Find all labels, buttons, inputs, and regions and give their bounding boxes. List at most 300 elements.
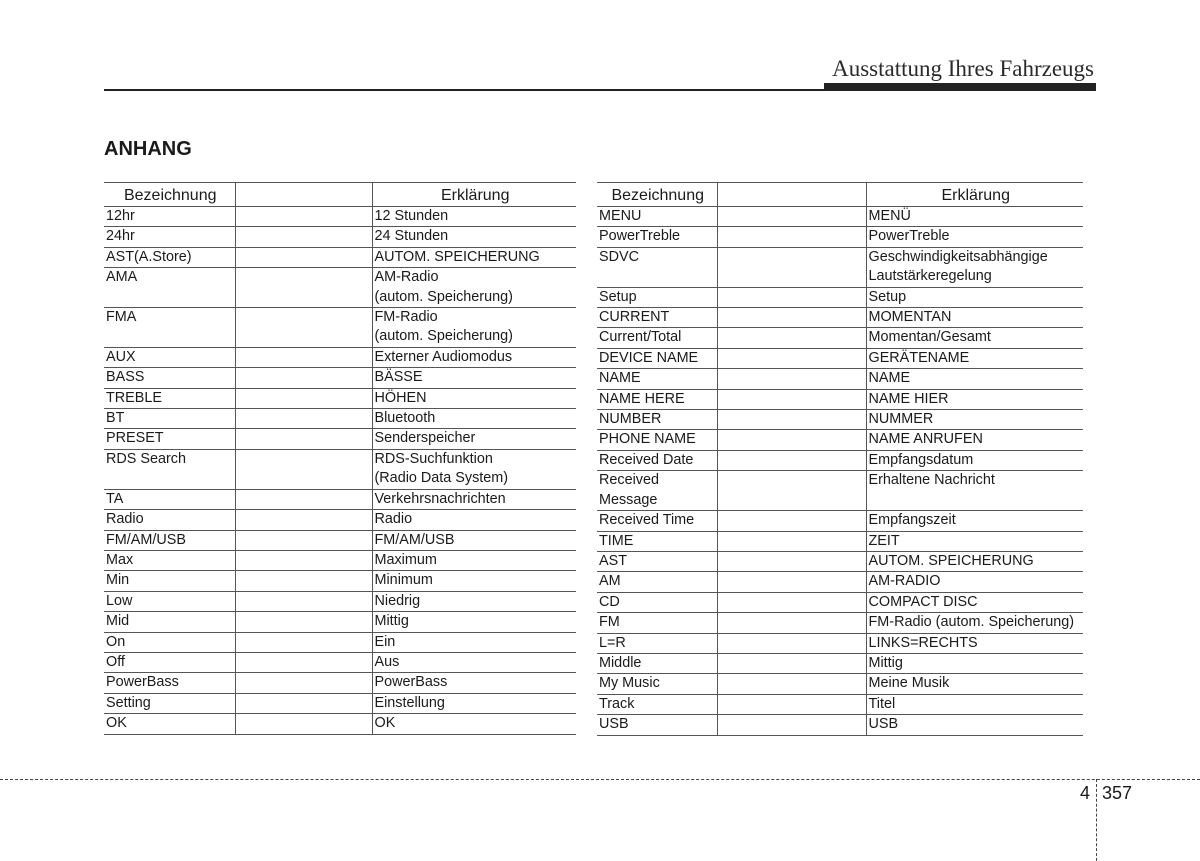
spacer-cell xyxy=(235,347,372,367)
term-cell xyxy=(597,430,717,450)
explanation-cell-text: OK xyxy=(374,715,396,732)
table-row xyxy=(597,613,1083,633)
term-cell-text: AUX xyxy=(106,348,136,365)
term-cell xyxy=(104,652,235,672)
term-cell-text: CD xyxy=(599,593,620,610)
term-cell xyxy=(104,429,235,449)
explanation-cell-text: Radio xyxy=(374,511,413,528)
term-cell-text: L=R xyxy=(599,634,626,651)
explanation-cell xyxy=(866,694,1083,714)
term-cell xyxy=(597,653,717,673)
term-cell-text: BASS xyxy=(106,369,145,386)
spacer-cell xyxy=(717,389,866,409)
table-row xyxy=(597,227,1083,247)
term-cell-text: Middle xyxy=(599,654,642,671)
term-cell xyxy=(597,410,717,430)
explanation-cell-text: RDS-Suchfunktion (Radio Data System) xyxy=(374,450,509,487)
explanation-cell xyxy=(372,268,576,308)
term-cell xyxy=(597,227,717,247)
term-cell-text: Min xyxy=(106,572,130,589)
explanation-cell-text: GERÄTENAME xyxy=(868,349,970,366)
explanation-cell-text: Maximum xyxy=(374,551,437,568)
term-cell-text: DEVICE NAME xyxy=(599,349,699,366)
explanation-cell-text: FM/AM/USB xyxy=(374,531,455,548)
explanation-cell-text: PowerTreble xyxy=(868,228,950,245)
table-body-right xyxy=(597,207,1083,736)
table-row xyxy=(104,429,576,449)
term-cell-text: CURRENT xyxy=(599,309,670,326)
table-row xyxy=(597,531,1083,551)
explanation-cell xyxy=(372,632,576,652)
table-row xyxy=(104,571,576,591)
term-cell-text: PowerBass xyxy=(106,674,179,691)
page-number: 357 xyxy=(1102,783,1133,803)
spacer-cell xyxy=(717,308,866,328)
section-title: ANHANG xyxy=(104,138,192,160)
spacer-cell xyxy=(235,368,372,388)
explanation-cell-text: AUTOM. SPEICHERUNG xyxy=(374,248,540,265)
table-row xyxy=(104,388,576,408)
explanation-cell-text: USB xyxy=(868,716,899,733)
explanation-cell-text: 24 Stunden xyxy=(374,228,449,245)
explanation-cell-text: AM-RADIO xyxy=(868,573,941,590)
table-row xyxy=(104,550,576,570)
explanation-cell-text: Meine Musik xyxy=(868,675,950,692)
explanation-cell-text: BÄSSE xyxy=(374,369,423,386)
explanation-cell xyxy=(372,510,576,530)
term-cell-text: SDVC xyxy=(599,248,639,265)
table-row xyxy=(104,409,576,429)
explanation-cell-text: NUMMER xyxy=(868,411,934,428)
spacer-cell xyxy=(717,328,866,348)
spacer-cell xyxy=(235,247,372,267)
explanation-cell xyxy=(866,633,1083,653)
term-cell-text: Track xyxy=(599,695,635,712)
spacer-cell xyxy=(717,551,866,571)
table-body-left xyxy=(104,207,576,735)
spacer-cell xyxy=(235,714,372,734)
explanation-cell-text: Einstellung xyxy=(374,694,445,711)
explanation-cell-text: Bluetooth xyxy=(374,410,436,427)
explanation-cell-text: Momentan/Gesamt xyxy=(868,329,991,346)
table-row xyxy=(597,653,1083,673)
term-cell-text: RDS Search xyxy=(106,450,186,467)
term-cell xyxy=(104,510,235,530)
term-cell xyxy=(597,450,717,470)
term-cell xyxy=(597,674,717,694)
term-cell-text: Radio xyxy=(106,511,144,528)
spacer-cell xyxy=(717,369,866,389)
explanation-cell-text: Empfangszeit xyxy=(868,512,956,529)
spacer-cell xyxy=(235,612,372,632)
table-row xyxy=(597,511,1083,531)
term-cell xyxy=(104,550,235,570)
table-row xyxy=(104,510,576,530)
spacer-cell xyxy=(717,674,866,694)
term-cell xyxy=(597,207,717,227)
spacer-cell xyxy=(717,287,866,307)
glossary-table-right xyxy=(597,182,1083,736)
spacer-cell xyxy=(235,591,372,611)
spacer-cell xyxy=(235,510,372,530)
term-cell xyxy=(104,368,235,388)
explanation-cell xyxy=(372,409,576,429)
table-row xyxy=(597,551,1083,571)
table-row xyxy=(597,694,1083,714)
spacer-cell xyxy=(235,673,372,693)
explanation-cell-text: ZEIT xyxy=(868,532,900,549)
table-row xyxy=(104,612,576,632)
explanation-cell xyxy=(372,693,576,713)
term-cell-text: Off xyxy=(106,653,125,670)
term-cell-text: Setup xyxy=(599,288,637,305)
footer-dashed-rule xyxy=(0,779,1200,780)
explanation-cell xyxy=(372,571,576,591)
footer-dashed-divider xyxy=(1096,779,1097,861)
term-cell xyxy=(597,551,717,571)
explanation-cell xyxy=(372,207,576,227)
table-row xyxy=(597,471,1083,511)
term-cell-text: PRESET xyxy=(106,430,164,447)
explanation-cell-text: MOMENTAN xyxy=(868,309,952,326)
term-cell-text: PHONE NAME xyxy=(599,431,696,448)
table-row xyxy=(104,489,576,509)
table-row xyxy=(597,430,1083,450)
term-cell-text: 12hr xyxy=(106,208,135,224)
term-cell-text: Received Message xyxy=(599,472,659,508)
explanation-cell xyxy=(372,489,576,509)
running-header-title: Ausstattung Ihres Fahrzeugs xyxy=(832,56,1094,81)
term-cell xyxy=(597,348,717,368)
term-cell xyxy=(597,633,717,653)
term-cell xyxy=(597,287,717,307)
table-row xyxy=(597,674,1083,694)
explanation-cell-text: Empfangsdatum xyxy=(868,451,974,468)
column-header-spacer xyxy=(717,183,866,207)
explanation-cell-text: COMPACT DISC xyxy=(868,593,978,610)
term-cell xyxy=(597,572,717,592)
spacer-cell xyxy=(717,207,866,227)
term-cell-text: Received Date xyxy=(599,451,694,468)
explanation-cell xyxy=(866,430,1083,450)
term-cell-text: Max xyxy=(106,551,134,568)
explanation-cell xyxy=(866,613,1083,633)
table-row xyxy=(597,247,1083,287)
explanation-cell xyxy=(866,410,1083,430)
explanation-cell-text: Externer Audiomodus xyxy=(374,348,513,365)
term-cell-text: 24hr xyxy=(106,228,135,245)
table-row xyxy=(597,287,1083,307)
explanation-cell-text: Titel xyxy=(868,695,896,712)
term-cell xyxy=(104,632,235,652)
term-cell xyxy=(104,227,235,247)
explanation-cell xyxy=(866,511,1083,531)
explanation-cell-text: PowerBass xyxy=(374,674,448,691)
table-row xyxy=(104,308,576,348)
term-cell xyxy=(597,247,717,287)
table-row xyxy=(104,227,576,247)
term-cell xyxy=(104,612,235,632)
explanation-cell-text: FM-Radio (autom. Speicherung) xyxy=(374,309,513,345)
term-cell xyxy=(104,571,235,591)
table-row xyxy=(597,592,1083,612)
explanation-cell xyxy=(372,591,576,611)
header-rule-thick xyxy=(824,83,1096,91)
header-rule-thin xyxy=(104,89,824,91)
table-row xyxy=(104,449,576,489)
term-cell-text: Setting xyxy=(106,694,151,711)
term-cell xyxy=(597,328,717,348)
table-row xyxy=(597,328,1083,348)
spacer-cell xyxy=(717,471,866,511)
spacer-cell xyxy=(717,450,866,470)
table-header-row xyxy=(104,183,576,207)
term-cell-text: TREBLE xyxy=(106,389,162,406)
term-cell-text: NAME xyxy=(599,370,641,387)
explanation-cell xyxy=(866,227,1083,247)
column-header-explanation: Erklärung xyxy=(866,183,1083,207)
table-row xyxy=(597,348,1083,368)
term-cell xyxy=(104,673,235,693)
spacer-cell xyxy=(235,388,372,408)
explanation-cell xyxy=(372,308,576,348)
explanation-cell xyxy=(372,388,576,408)
term-cell-text: AMA xyxy=(106,269,138,286)
term-cell xyxy=(104,247,235,267)
table-row xyxy=(104,652,576,672)
explanation-cell xyxy=(866,471,1083,511)
glossary-table-left xyxy=(104,182,576,735)
term-cell xyxy=(104,308,235,348)
explanation-cell-text: Erhaltene Nachricht xyxy=(868,472,995,489)
explanation-cell-text: AM-Radio (autom. Speicherung) xyxy=(374,269,513,305)
spacer-cell xyxy=(717,653,866,673)
explanation-cell xyxy=(866,715,1083,735)
explanation-cell-text: LINKS=RECHTS xyxy=(868,634,978,651)
table-row xyxy=(597,450,1083,470)
table-row xyxy=(104,247,576,267)
table-row xyxy=(104,673,576,693)
explanation-cell-text: Mittig xyxy=(374,613,409,630)
explanation-cell-text: AUTOM. SPEICHERUNG xyxy=(868,552,1034,569)
explanation-cell-text: Mittig xyxy=(868,654,903,671)
explanation-cell xyxy=(866,348,1083,368)
explanation-cell xyxy=(866,551,1083,571)
spacer-cell xyxy=(717,592,866,612)
table-row xyxy=(597,572,1083,592)
spacer-cell xyxy=(717,511,866,531)
spacer-cell xyxy=(235,693,372,713)
explanation-cell xyxy=(866,247,1083,287)
explanation-cell xyxy=(372,347,576,367)
spacer-cell xyxy=(235,530,372,550)
term-cell-text: On xyxy=(106,633,126,650)
explanation-cell-text: Senderspeicher xyxy=(374,430,476,447)
spacer-cell xyxy=(717,715,866,735)
spacer-cell xyxy=(235,489,372,509)
column-header-term: Bezeichnung xyxy=(597,183,717,207)
term-cell-text: Current/Total xyxy=(599,329,682,346)
term-cell xyxy=(597,715,717,735)
term-cell-text: MENU xyxy=(599,208,642,224)
term-cell-text: FM xyxy=(599,614,620,631)
explanation-cell-text: Aus xyxy=(374,653,400,670)
column-header-explanation: Erklärung xyxy=(372,183,576,207)
spacer-cell xyxy=(717,531,866,551)
term-cell-text: FMA xyxy=(106,309,137,326)
explanation-cell xyxy=(866,369,1083,389)
term-cell-text: BT xyxy=(106,410,125,427)
chapter-number: 4 xyxy=(1080,783,1091,803)
explanation-cell-text: HÖHEN xyxy=(374,389,427,406)
term-cell xyxy=(104,268,235,308)
term-cell-text: OK xyxy=(106,715,127,732)
term-cell xyxy=(104,388,235,408)
explanation-cell-text: Verkehrsnachrichten xyxy=(374,490,506,507)
spacer-cell xyxy=(235,409,372,429)
spacer-cell xyxy=(235,571,372,591)
explanation-cell xyxy=(866,207,1083,227)
explanation-cell-text: Setup xyxy=(868,288,907,305)
explanation-cell xyxy=(866,531,1083,551)
term-cell xyxy=(104,489,235,509)
explanation-cell xyxy=(372,714,576,734)
spacer-cell xyxy=(717,430,866,450)
table-header-row xyxy=(597,183,1083,207)
table-row xyxy=(104,268,576,308)
term-cell-text: Low xyxy=(106,592,133,609)
spacer-cell xyxy=(717,572,866,592)
explanation-cell xyxy=(866,450,1083,470)
table-row xyxy=(597,410,1083,430)
explanation-cell xyxy=(866,592,1083,612)
term-cell xyxy=(597,511,717,531)
table-row xyxy=(597,369,1083,389)
term-cell xyxy=(597,613,717,633)
explanation-cell-text: NAME xyxy=(868,370,911,387)
spacer-cell xyxy=(235,308,372,348)
explanation-cell xyxy=(866,308,1083,328)
table-row xyxy=(597,207,1083,227)
explanation-cell xyxy=(866,328,1083,348)
explanation-cell xyxy=(372,247,576,267)
table-row xyxy=(104,347,576,367)
spacer-cell xyxy=(717,227,866,247)
term-cell xyxy=(104,347,235,367)
explanation-cell-text: 12 Stunden xyxy=(374,208,449,224)
table-row xyxy=(597,633,1083,653)
term-cell-text: USB xyxy=(599,716,629,733)
term-cell-text: AM xyxy=(599,573,621,590)
term-cell xyxy=(104,449,235,489)
explanation-cell xyxy=(372,530,576,550)
term-cell-text: AST xyxy=(599,552,627,569)
spacer-cell xyxy=(235,652,372,672)
spacer-cell xyxy=(235,632,372,652)
table-row xyxy=(597,715,1083,735)
spacer-cell xyxy=(235,449,372,489)
term-cell-text: My Music xyxy=(599,675,660,692)
table-row xyxy=(597,308,1083,328)
term-cell-text: NAME HERE xyxy=(599,390,685,407)
table-row xyxy=(104,368,576,388)
table-row xyxy=(597,389,1083,409)
explanation-cell-text: FM-Radio (autom. Speicherung) xyxy=(868,614,1075,631)
term-cell xyxy=(597,694,717,714)
explanation-cell xyxy=(372,227,576,247)
term-cell xyxy=(597,531,717,551)
explanation-cell xyxy=(372,449,576,489)
term-cell-text: NUMBER xyxy=(599,411,662,428)
table-row xyxy=(104,530,576,550)
spacer-cell xyxy=(235,268,372,308)
explanation-cell-text: NAME ANRUFEN xyxy=(868,431,983,448)
term-cell xyxy=(597,369,717,389)
term-cell xyxy=(104,714,235,734)
explanation-cell xyxy=(372,652,576,672)
explanation-cell xyxy=(372,368,576,388)
explanation-cell-text: NAME HIER xyxy=(868,390,949,407)
term-cell-text: FM/AM/USB xyxy=(106,531,186,548)
spacer-cell xyxy=(235,207,372,227)
term-cell xyxy=(597,389,717,409)
term-cell-text: TIME xyxy=(599,532,634,549)
explanation-cell xyxy=(372,550,576,570)
spacer-cell xyxy=(717,410,866,430)
explanation-cell-text: Niedrig xyxy=(374,592,421,609)
spacer-cell xyxy=(717,348,866,368)
spacer-cell xyxy=(717,613,866,633)
table-row xyxy=(104,693,576,713)
table-row xyxy=(104,632,576,652)
explanation-cell xyxy=(372,612,576,632)
explanation-cell-text: Ein xyxy=(374,633,396,650)
term-cell xyxy=(597,308,717,328)
term-cell xyxy=(104,207,235,227)
explanation-cell-text: Geschwindigkeitsabhängige Lautstärkeregelung xyxy=(868,248,1048,285)
term-cell xyxy=(597,592,717,612)
spacer-cell xyxy=(235,550,372,570)
term-cell-text: PowerTreble xyxy=(599,228,681,245)
term-cell xyxy=(104,591,235,611)
term-cell-text: Received Time xyxy=(599,512,695,529)
explanation-cell xyxy=(866,674,1083,694)
term-cell-text: AST(A.Store) xyxy=(106,248,192,265)
spacer-cell xyxy=(717,694,866,714)
spacer-cell xyxy=(717,247,866,287)
term-cell xyxy=(104,530,235,550)
explanation-cell-text: MENÜ xyxy=(868,208,911,224)
term-cell xyxy=(104,693,235,713)
spacer-cell xyxy=(717,633,866,653)
table-row xyxy=(104,714,576,734)
explanation-cell xyxy=(372,429,576,449)
table-row xyxy=(104,207,576,227)
term-cell-text: Mid xyxy=(106,613,130,630)
explanation-cell xyxy=(866,287,1083,307)
explanation-cell-text: Minimum xyxy=(374,572,433,589)
term-cell xyxy=(597,471,717,511)
term-cell xyxy=(104,409,235,429)
column-header-spacer xyxy=(235,183,372,207)
spacer-cell xyxy=(235,429,372,449)
table-row xyxy=(104,591,576,611)
column-header-term: Bezeichnung xyxy=(104,183,235,207)
spacer-cell xyxy=(235,227,372,247)
explanation-cell xyxy=(866,572,1083,592)
explanation-cell xyxy=(866,653,1083,673)
explanation-cell xyxy=(372,673,576,693)
